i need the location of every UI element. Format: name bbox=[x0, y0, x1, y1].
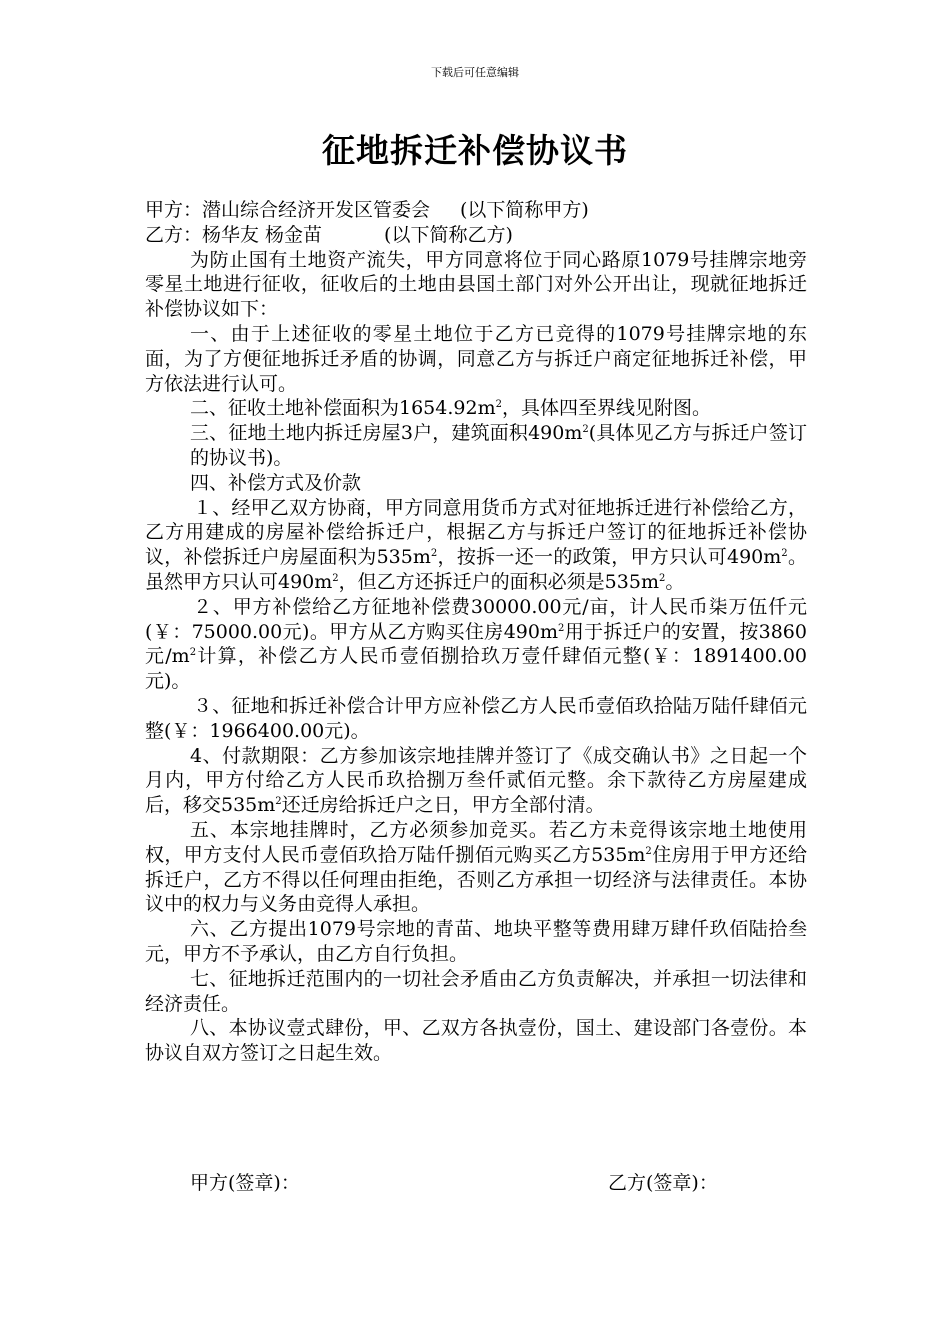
party-a-signature-label: 甲方(签章)： bbox=[190, 1172, 300, 1194]
clause-2 bbox=[145, 396, 807, 421]
superscript: 2 bbox=[582, 424, 589, 436]
superscript: 2 bbox=[189, 647, 197, 659]
party-b-signature-label: 乙方(签章)： bbox=[608, 1172, 718, 1194]
clause-3-text: (具体见乙方与拆迁户签订的协议书)。 bbox=[190, 422, 807, 469]
party-b-note: (以下简称乙方) bbox=[384, 223, 513, 246]
clause-9: 八、本协议壹式肆份，甲、乙双方各执壹份，国土、建设部门各壹份。本协议自双方签订之日起生效。 bbox=[145, 1017, 807, 1065]
clause-6-text: 五、本宗地挂牌时，乙方必须参加竞买。若乙方未竞得该宗地土地使用权，甲方支付人民币壹佰玖拾万陆仟捌佰元购买乙方535m bbox=[145, 818, 807, 866]
sub-clause-2-text: ２、甲方补偿给乙方征地补偿费30000.00元/亩，计人民币柒万伍仟元(￥：75000.00元)。甲方从乙方购买住房490m bbox=[145, 595, 807, 643]
clause-5-text: 还迁房给拆迁户之日，甲方全部付清。 bbox=[281, 794, 605, 817]
sub-clause-1-text: 。 bbox=[665, 570, 685, 593]
superscript: 2 bbox=[430, 548, 438, 560]
clause-8: 七、征地拆迁范围内的一切社会矛盾由乙方负责解决，并承担一切法律和经济责任。 bbox=[145, 967, 807, 1015]
clause-6 bbox=[145, 818, 807, 917]
signature-row bbox=[0, 1170, 950, 1196]
sub-clause-1-text: ，按拆一还一的政策，甲方只认可490m bbox=[437, 546, 782, 569]
clause-1: 一、由于上述征收的零星土地位于乙方已竞得的1079号挂牌宗地的东面，为了方便征地拆迁矛盾的协调，同意乙方与拆迁户商定征地拆迁补偿，甲方依法进行认可。 bbox=[145, 322, 807, 395]
clause-2-text: ，具体四至界线见附图。 bbox=[501, 397, 711, 420]
clause-5 bbox=[145, 744, 807, 818]
clause-3 bbox=[145, 421, 807, 471]
clause-4-heading: 四、补偿方式及价款 bbox=[190, 471, 362, 494]
clause-3-text: 三、征地土地内拆迁房屋3户，建筑面积490m bbox=[190, 422, 583, 445]
superscript: 2 bbox=[557, 622, 565, 634]
party-a-note: (以下简称甲方) bbox=[460, 199, 589, 221]
sub-clause-3: ３、征地和拆迁补偿合计甲方应补偿乙方人民币壹佰玖拾陆万陆仟肆佰元整(￥：1966400.00元)。 bbox=[145, 694, 807, 742]
superscript: 2 bbox=[645, 845, 652, 857]
sub-clause-2-text: 用于拆迁户的安置，按3860元/m bbox=[145, 620, 807, 668]
intro-paragraph: 为防止国有土地资产流失，甲方同意将位于同心路原1079号挂牌宗地旁零星土地进行征收，征收后的土地由县国土部门对外公开出让，现就征地拆迁补偿协议如下： bbox=[145, 248, 807, 321]
sub-clause-1-text: ，但乙方还拆迁户的面积必须是535m bbox=[338, 570, 659, 593]
clause-7: 六、乙方提出1079号宗地的青苗、地块平整等费用肆万肆仟玖佰陆拾叁元，甲方不予承认，由乙方自行负担。 bbox=[145, 918, 807, 965]
header-note: 下载后可任意编辑 bbox=[431, 66, 519, 79]
clause-2-text: 二、征收土地补偿面积为1654.92m bbox=[190, 397, 496, 420]
sub-clause-2-text: 计算，补偿乙方人民币壹佰捌拾玖万壹仟肆佰元整(￥：1891400.00元)。 bbox=[145, 645, 808, 693]
party-b-line bbox=[145, 223, 807, 248]
sub-clause-1-text: 。虽然甲方只认可490m bbox=[145, 546, 807, 593]
sub-clause-1-text: １、经甲乙双方协商，甲方同意用货币方式对征地拆迁进行补偿给乙方，乙方用建成的房屋补偿给拆迁户，根据乙方与拆迁户签订的征地拆迁补偿协议，补偿拆迁户房屋面积为535m bbox=[145, 496, 807, 569]
superscript: 2 bbox=[658, 572, 666, 584]
document-body bbox=[145, 198, 807, 1066]
clause-6-text: 住房用于甲方还给拆迁户，乙方不得以任何理由拒绝，否则乙方承担一切经济与法律责任。本协议中的权力与义务由竞得人承担。 bbox=[145, 843, 807, 916]
superscript: 2 bbox=[332, 572, 339, 584]
document-title: 征地拆迁补偿协议书 bbox=[322, 131, 628, 170]
clause-5-text: 4、付款期限：乙方参加该宗地挂牌并签订了《成交确认书》之日起一个月内，甲方付给乙方人民币玖拾捌万叁仟贰佰元整。余下款待乙方房屋建成后，移交535m bbox=[145, 744, 807, 817]
superscript: 2 bbox=[781, 548, 788, 560]
sub-clause-2 bbox=[145, 595, 807, 694]
party-a-label: 甲方：潜山综合经济开发区管委会 bbox=[145, 199, 431, 221]
superscript: 2 bbox=[495, 399, 502, 411]
sub-clause-1 bbox=[145, 496, 807, 595]
superscript: 2 bbox=[275, 796, 282, 808]
party-a-line bbox=[145, 198, 807, 223]
party-b-label: 乙方：杨华友 杨金苗 bbox=[145, 223, 323, 246]
